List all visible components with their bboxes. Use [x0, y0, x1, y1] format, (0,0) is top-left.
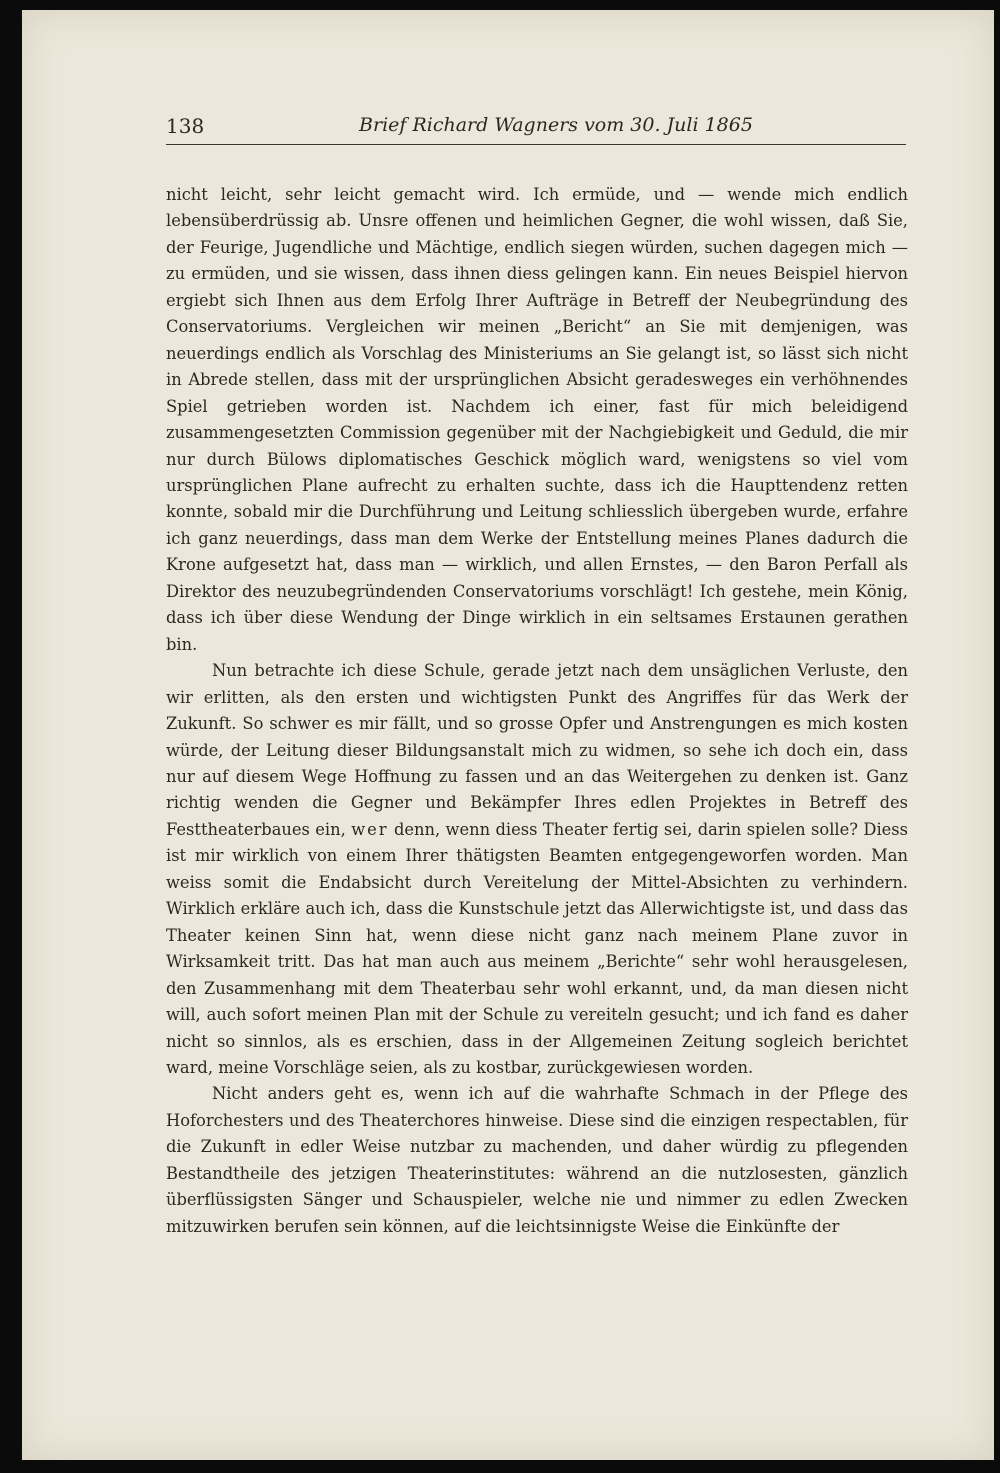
paragraph-text: Nicht anders geht es, wenn ich auf die wahrhafte Schmach in der Pflege des Hoforchesters und des Theaterchores hinweise. Diese sind die einzigen respectablen, für die Zukunft in edler Weise nutzbar zu machenden, und daher würdig zu pflegenden Bestandtheile des jetzigen Theaterinstitutes: während an die nutzlosesten, gänzlich überflüssigsten Sänger und Schauspieler, welche nie und nimmer zu edlen Zwecken mitzuwirken berufen sein können, auf die leichtsinnigste Weise die Einkünfte der: [166, 1084, 908, 1236]
paragraph-text: denn, wenn diess Theater fertig sei, darin spielen solle? Diess ist mir wirklich von einem Ihrer thätigsten Beamten entgegengeworfen worden. Man weiss somit die Endabsicht durch Vereitelung der Mittel-Absichten zu verhindern. Wirklich erkläre auch ich, dass die Kunstschule jetzt das Allerwichtigste ist, und dass das Theater keinen Sinn hat, wenn diese nicht ganz nach meinem Plane zuvor in Wirksamkeit tritt. Das hat man auch aus meinem „Berichte“ sehr wohl herausgelesen, den Zusammenhang mit dem Theaterbau sehr wohl erkannt, und, da man diesen nicht will, auch sofort meinen Plan mit der Schule zu vereiteln gesucht; und ich fand es daher nicht so sinnlos, als es erschien, dass in der Allgemeinen Zeitung sogleich berichtet ward, meine Vorschläge seien, als zu kostbar, zurückgewiesen worden.: [166, 819, 908, 1077]
paragraph: [166, 1081, 908, 1240]
body-text: [166, 182, 908, 1240]
paragraph-text: Nun betrachte ich diese Schule, gerade jetzt nach dem unsäglichen Verluste, den wir erlitten, als den ersten und wichtigsten Punkt des Angriffes für das Werk der Zukunft. So schwer es mir fällt, und so grosse Opfer und Anstrengungen es mich kosten würde, der Leitung dieser Bildungsanstalt mich zu widmen, so sehe ich doch ein, dass nur auf diesem Wege Hoffnung zu fassen und an das Weitergehen zu denken ist. Ganz richtig wenden die Gegner und Bekämpfer Ihres edlen Projektes in Betreff des Festtheaterbaues ein,: [166, 661, 908, 839]
page-header: [166, 110, 906, 145]
emphasized-word: wer: [351, 819, 389, 839]
paragraph: [166, 182, 908, 658]
paragraph: [166, 658, 908, 1081]
page-number: 138: [166, 114, 205, 138]
running-title: Brief Richard Wagners vom 30. Juli 1865: [359, 114, 753, 136]
paragraph-text: nicht leicht, sehr leicht gemacht wird. Ich ermüde, und — wende mich endlich lebensüberdrüssig ab. Unsre offenen und heimlichen Gegner, die wohl wissen, daß Sie, der Feurige, Jugendliche und Mächtige, endlich siegen würden, suchen dagegen mich — zu ermüden, und sie wissen, dass ihnen diess gelingen kann. Ein neues Beispiel hiervon ergiebt sich Ihnen aus dem Erfolg Ihrer Aufträge in Betreff der Neubegründung des Conservatoriums. Vergleichen wir meinen „Bericht“ an Sie mit demjenigen, was neuerdings endlich als Vorschlag des Ministeriums an Sie gelangt ist, so lässt sich nicht in Abrede stellen, dass mit der ursprünglichen Absicht geradesweges ein verhöhnendes Spiel getrieben worden ist. Nachdem ich einer, fast für mich beleidigend zusammengesetzten Commission gegenüber mit der Nachgiebigkeit und Geduld, die mir nur durch Bülows diplomatisches Geschick möglich ward, wenigstens so viel vom ursprünglichen Plane aufrecht zu erhalten suchte, dass ich die Haupttendenz retten konnte, sobald mir die Durchführung und Leitung schliesslich übergeben wurde, erfahre ich ganz neuerdings, dass man dem Werke der Entstellung meines Planes dadurch die Krone aufgesetzt hat, dass man — wirklich, und allen Ernstes, — den Baron Perfall als Direktor des neuzubegründenden Conservatoriums vorschlägt! Ich gestehe, mein König, dass ich über diese Wendung der Dinge wirklich in ein seltsames Erstaunen gerathen bin.: [166, 185, 908, 654]
